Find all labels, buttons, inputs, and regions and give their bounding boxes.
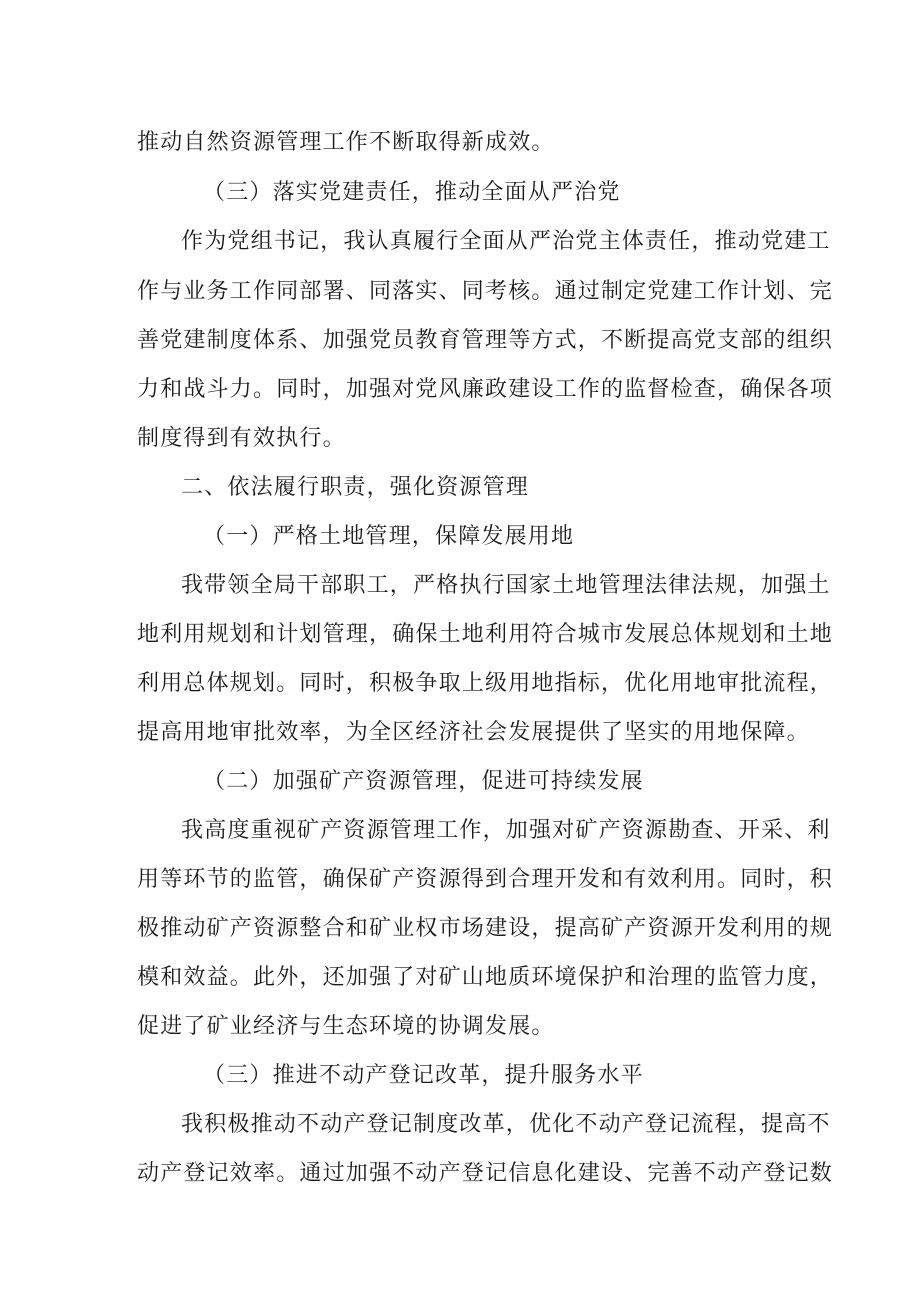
paragraph-line: 我带领全局干部职工，严格执行国家土地管理法律法规，加强土 bbox=[181, 573, 831, 598]
paragraph-line: 我高度重视矿产资源管理工作，加强对矿产资源勘查、开采、利 bbox=[181, 818, 831, 843]
paragraph-line: 善党建制度体系、加强党员教育管理等方式，不断提高党支部的组织 bbox=[137, 328, 834, 353]
paragraph-line: 利用总体规划。同时，积极争取上级用地指标，优化用地审批流程， bbox=[137, 671, 834, 696]
paragraph-line: 促进了矿业经济与生态环境的协调发展。 bbox=[137, 1014, 555, 1039]
paragraph-line: 力和战斗力。同时，加强对党风廉政建设工作的监督检查，确保各项 bbox=[137, 377, 834, 402]
paragraph-line: 制度得到有效执行。 bbox=[137, 426, 346, 451]
paragraph-line: 地利用规划和计划管理，确保土地利用符合城市发展总体规划和土地 bbox=[137, 622, 834, 647]
paragraph-line: 作为党组书记，我认真履行全面从严治党主体责任，推动党建工 bbox=[181, 229, 831, 254]
subsection-heading: （二）加强矿产资源管理，促进可持续发展 bbox=[203, 769, 644, 794]
paragraph-line: 极推动矿产资源整合和矿业权市场建设，提高矿产资源开发利用的规 bbox=[137, 916, 834, 941]
subsection-heading: （一）严格土地管理，保障发展用地 bbox=[203, 524, 575, 549]
subsection-heading: （三）落实党建责任，推动全面从严治党 bbox=[203, 180, 621, 205]
paragraph-line: 用等环节的监管，确保矿产资源得到合理开发和有效利用。同时，积 bbox=[137, 867, 834, 892]
subsection-heading: （三）推进不动产登记改革，提升服务水平 bbox=[203, 1063, 644, 1088]
paragraph-line: 我积极推动不动产登记制度改革，优化不动产登记流程，提高不 bbox=[181, 1112, 831, 1137]
paragraph-line: 模和效益。此外，还加强了对矿山地质环境保护和治理的监管力度， bbox=[137, 965, 834, 990]
paragraph-continuation: 推动自然资源管理工作不断取得新成效。 bbox=[137, 130, 555, 155]
paragraph-line: 动产登记效率。通过加强不动产登记信息化建设、完善不动产登记数 bbox=[137, 1161, 834, 1186]
paragraph-line: 提高用地审批效率，为全区经济社会发展提供了坚实的用地保障。 bbox=[137, 720, 810, 745]
paragraph-line: 作与业务工作同部署、同落实、同考核。通过制定党建工作计划、完 bbox=[137, 279, 834, 304]
section-heading: 二、依法履行职责，强化资源管理 bbox=[181, 475, 530, 500]
